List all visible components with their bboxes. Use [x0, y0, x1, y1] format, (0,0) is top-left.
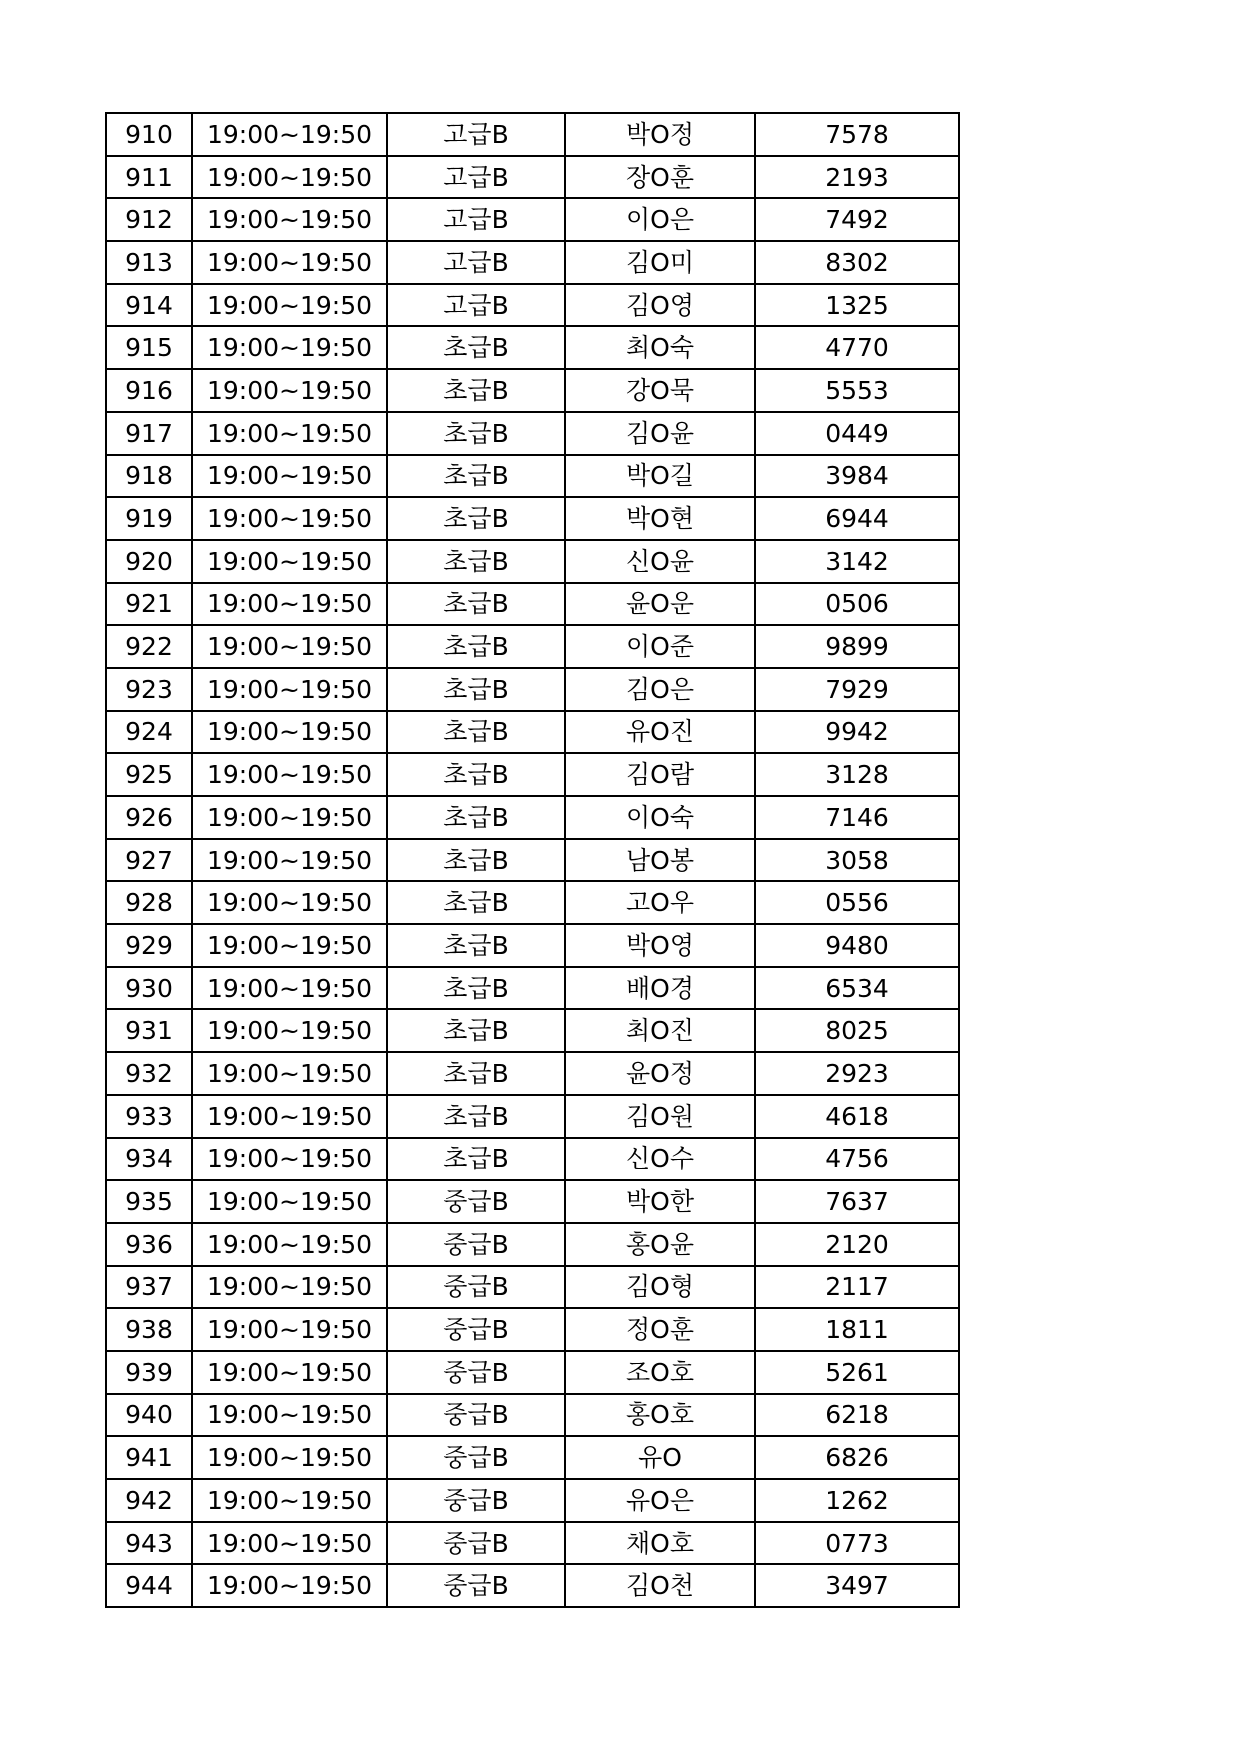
- id-code-cell: 1262: [755, 1479, 959, 1522]
- class-level-cell: 고급B: [387, 241, 565, 284]
- row-number-cell: 919: [106, 497, 192, 540]
- time-slot-cell: 19:00~19:50: [192, 1436, 387, 1479]
- id-code-cell: 4756: [755, 1138, 959, 1181]
- row-number-cell: 929: [106, 924, 192, 967]
- participant-name-cell: 정O훈: [565, 1308, 755, 1351]
- table-row: [106, 1009, 959, 1052]
- id-code-cell: 3128: [755, 753, 959, 796]
- time-slot-cell: 19:00~19:50: [192, 1351, 387, 1394]
- time-slot-cell: 19:00~19:50: [192, 967, 387, 1010]
- id-code-cell: 5553: [755, 369, 959, 412]
- participant-name-cell: 김O영: [565, 284, 755, 327]
- time-slot-cell: 19:00~19:50: [192, 668, 387, 711]
- row-number-cell: 925: [106, 753, 192, 796]
- class-level-cell: 초급B: [387, 839, 565, 882]
- participant-name-cell: 배O경: [565, 967, 755, 1010]
- row-number-cell: 940: [106, 1394, 192, 1437]
- id-code-cell: 7929: [755, 668, 959, 711]
- table-row: [106, 924, 959, 967]
- table-row: [106, 711, 959, 754]
- class-level-cell: 중급B: [387, 1436, 565, 1479]
- id-code-cell: 2923: [755, 1052, 959, 1095]
- id-code-cell: 1325: [755, 284, 959, 327]
- time-slot-cell: 19:00~19:50: [192, 1095, 387, 1138]
- time-slot-cell: 19:00~19:50: [192, 1394, 387, 1437]
- participant-name-cell: 최O진: [565, 1009, 755, 1052]
- class-level-cell: 초급B: [387, 1052, 565, 1095]
- id-code-cell: 3142: [755, 540, 959, 583]
- table-row: [106, 1522, 959, 1565]
- row-number-cell: 913: [106, 241, 192, 284]
- id-code-cell: 6218: [755, 1394, 959, 1437]
- row-number-cell: 935: [106, 1180, 192, 1223]
- table-row: [106, 156, 959, 199]
- id-code-cell: 4770: [755, 326, 959, 369]
- class-level-cell: 중급B: [387, 1394, 565, 1437]
- id-code-cell: 2117: [755, 1266, 959, 1309]
- row-number-cell: 942: [106, 1479, 192, 1522]
- class-level-cell: 초급B: [387, 497, 565, 540]
- id-code-cell: 7492: [755, 198, 959, 241]
- participant-name-cell: 최O숙: [565, 326, 755, 369]
- table-row: [106, 1479, 959, 1522]
- row-number-cell: 930: [106, 967, 192, 1010]
- class-level-cell: 고급B: [387, 284, 565, 327]
- time-slot-cell: 19:00~19:50: [192, 1223, 387, 1266]
- table-row: [106, 1564, 959, 1607]
- row-number-cell: 923: [106, 668, 192, 711]
- class-level-cell: 초급B: [387, 1095, 565, 1138]
- row-number-cell: 916: [106, 369, 192, 412]
- id-code-cell: 7637: [755, 1180, 959, 1223]
- participant-name-cell: 이O은: [565, 198, 755, 241]
- class-level-cell: 중급B: [387, 1351, 565, 1394]
- table-row: [106, 1180, 959, 1223]
- row-number-cell: 938: [106, 1308, 192, 1351]
- class-level-cell: 초급B: [387, 455, 565, 498]
- table-row: [106, 796, 959, 839]
- row-number-cell: 932: [106, 1052, 192, 1095]
- time-slot-cell: 19:00~19:50: [192, 156, 387, 199]
- row-number-cell: 922: [106, 625, 192, 668]
- id-code-cell: 0506: [755, 583, 959, 626]
- row-number-cell: 933: [106, 1095, 192, 1138]
- id-code-cell: 3497: [755, 1564, 959, 1607]
- participant-name-cell: 김O미: [565, 241, 755, 284]
- id-code-cell: 1811: [755, 1308, 959, 1351]
- class-level-cell: 고급B: [387, 198, 565, 241]
- participant-name-cell: 고O우: [565, 881, 755, 924]
- row-number-cell: 937: [106, 1266, 192, 1309]
- participant-name-cell: 김O윤: [565, 412, 755, 455]
- row-number-cell: 912: [106, 198, 192, 241]
- time-slot-cell: 19:00~19:50: [192, 369, 387, 412]
- class-level-cell: 중급B: [387, 1564, 565, 1607]
- participant-name-cell: 장O훈: [565, 156, 755, 199]
- participant-name-cell: 조O호: [565, 1351, 755, 1394]
- row-number-cell: 914: [106, 284, 192, 327]
- participant-name-cell: 윤O운: [565, 583, 755, 626]
- class-level-cell: 초급B: [387, 369, 565, 412]
- id-code-cell: 9480: [755, 924, 959, 967]
- class-level-cell: 초급B: [387, 625, 565, 668]
- class-level-cell: 초급B: [387, 753, 565, 796]
- time-slot-cell: 19:00~19:50: [192, 625, 387, 668]
- time-slot-cell: 19:00~19:50: [192, 1564, 387, 1607]
- time-slot-cell: 19:00~19:50: [192, 1052, 387, 1095]
- time-slot-cell: 19:00~19:50: [192, 455, 387, 498]
- class-level-cell: 초급B: [387, 881, 565, 924]
- row-number-cell: 926: [106, 796, 192, 839]
- class-level-cell: 초급B: [387, 540, 565, 583]
- time-slot-cell: 19:00~19:50: [192, 1180, 387, 1223]
- time-slot-cell: 19:00~19:50: [192, 412, 387, 455]
- id-code-cell: 3058: [755, 839, 959, 882]
- id-code-cell: 7146: [755, 796, 959, 839]
- id-code-cell: 7578: [755, 113, 959, 156]
- participant-name-cell: 박O정: [565, 113, 755, 156]
- participant-name-cell: 남O봉: [565, 839, 755, 882]
- class-level-cell: 초급B: [387, 711, 565, 754]
- class-level-cell: 고급B: [387, 156, 565, 199]
- time-slot-cell: 19:00~19:50: [192, 540, 387, 583]
- table-row: [106, 881, 959, 924]
- participant-name-cell: 신O윤: [565, 540, 755, 583]
- participant-name-cell: 이O준: [565, 625, 755, 668]
- table-row: [106, 1436, 959, 1479]
- class-level-cell: 초급B: [387, 668, 565, 711]
- id-code-cell: 0556: [755, 881, 959, 924]
- class-level-cell: 초급B: [387, 967, 565, 1010]
- time-slot-cell: 19:00~19:50: [192, 753, 387, 796]
- table-row: [106, 1052, 959, 1095]
- row-number-cell: 915: [106, 326, 192, 369]
- id-code-cell: 9899: [755, 625, 959, 668]
- table-row: [106, 1223, 959, 1266]
- table-row: [106, 967, 959, 1010]
- row-number-cell: 936: [106, 1223, 192, 1266]
- id-code-cell: 8302: [755, 241, 959, 284]
- time-slot-cell: 19:00~19:50: [192, 1266, 387, 1309]
- time-slot-cell: 19:00~19:50: [192, 583, 387, 626]
- table-row: [106, 369, 959, 412]
- class-level-cell: 고급B: [387, 113, 565, 156]
- table-row: [106, 412, 959, 455]
- id-code-cell: 6534: [755, 967, 959, 1010]
- row-number-cell: 910: [106, 113, 192, 156]
- table-row: [106, 1351, 959, 1394]
- participant-name-cell: 홍O윤: [565, 1223, 755, 1266]
- table-row: [106, 198, 959, 241]
- table-row: [106, 326, 959, 369]
- participant-name-cell: 박O길: [565, 455, 755, 498]
- time-slot-cell: 19:00~19:50: [192, 839, 387, 882]
- row-number-cell: 928: [106, 881, 192, 924]
- id-code-cell: 6826: [755, 1436, 959, 1479]
- class-level-cell: 중급B: [387, 1522, 565, 1565]
- table-row: [106, 668, 959, 711]
- participant-name-cell: 신O수: [565, 1138, 755, 1181]
- time-slot-cell: 19:00~19:50: [192, 113, 387, 156]
- participant-name-cell: 유O: [565, 1436, 755, 1479]
- row-number-cell: 921: [106, 583, 192, 626]
- class-level-cell: 중급B: [387, 1308, 565, 1351]
- id-code-cell: 8025: [755, 1009, 959, 1052]
- time-slot-cell: 19:00~19:50: [192, 198, 387, 241]
- row-number-cell: 939: [106, 1351, 192, 1394]
- id-code-cell: 0773: [755, 1522, 959, 1565]
- class-level-cell: 중급B: [387, 1223, 565, 1266]
- table-row: [106, 753, 959, 796]
- row-number-cell: 924: [106, 711, 192, 754]
- participant-name-cell: 유O진: [565, 711, 755, 754]
- class-level-cell: 초급B: [387, 583, 565, 626]
- participant-name-cell: 김O천: [565, 1564, 755, 1607]
- row-number-cell: 941: [106, 1436, 192, 1479]
- table-row: [106, 113, 959, 156]
- time-slot-cell: 19:00~19:50: [192, 1138, 387, 1181]
- row-number-cell: 920: [106, 540, 192, 583]
- participant-name-cell: 박O한: [565, 1180, 755, 1223]
- id-code-cell: 6944: [755, 497, 959, 540]
- id-code-cell: 5261: [755, 1351, 959, 1394]
- row-number-cell: 943: [106, 1522, 192, 1565]
- id-code-cell: 2120: [755, 1223, 959, 1266]
- row-number-cell: 934: [106, 1138, 192, 1181]
- participant-name-cell: 채O호: [565, 1522, 755, 1565]
- class-level-cell: 초급B: [387, 1009, 565, 1052]
- class-level-cell: 초급B: [387, 326, 565, 369]
- time-slot-cell: 19:00~19:50: [192, 284, 387, 327]
- participant-name-cell: 홍O호: [565, 1394, 755, 1437]
- time-slot-cell: 19:00~19:50: [192, 241, 387, 284]
- participant-name-cell: 김O원: [565, 1095, 755, 1138]
- table-row: [106, 1138, 959, 1181]
- table-row: [106, 839, 959, 882]
- id-code-cell: 4618: [755, 1095, 959, 1138]
- table-row: [106, 1394, 959, 1437]
- table-row: [106, 540, 959, 583]
- participant-name-cell: 김O은: [565, 668, 755, 711]
- roster-table-body: [106, 113, 959, 1607]
- table-row: [106, 1266, 959, 1309]
- table-row: [106, 583, 959, 626]
- time-slot-cell: 19:00~19:50: [192, 1479, 387, 1522]
- row-number-cell: 944: [106, 1564, 192, 1607]
- id-code-cell: 3984: [755, 455, 959, 498]
- row-number-cell: 931: [106, 1009, 192, 1052]
- participant-name-cell: 박O영: [565, 924, 755, 967]
- table-row: [106, 455, 959, 498]
- participant-name-cell: 김O형: [565, 1266, 755, 1309]
- class-level-cell: 초급B: [387, 412, 565, 455]
- participant-name-cell: 김O람: [565, 753, 755, 796]
- table-row: [106, 497, 959, 540]
- table-row: [106, 241, 959, 284]
- class-level-cell: 중급B: [387, 1266, 565, 1309]
- time-slot-cell: 19:00~19:50: [192, 796, 387, 839]
- row-number-cell: 911: [106, 156, 192, 199]
- table-row: [106, 284, 959, 327]
- time-slot-cell: 19:00~19:50: [192, 881, 387, 924]
- participant-name-cell: 박O현: [565, 497, 755, 540]
- id-code-cell: 9942: [755, 711, 959, 754]
- participant-name-cell: 윤O정: [565, 1052, 755, 1095]
- class-level-cell: 초급B: [387, 924, 565, 967]
- time-slot-cell: 19:00~19:50: [192, 326, 387, 369]
- time-slot-cell: 19:00~19:50: [192, 1522, 387, 1565]
- row-number-cell: 917: [106, 412, 192, 455]
- class-level-cell: 초급B: [387, 1138, 565, 1181]
- time-slot-cell: 19:00~19:50: [192, 924, 387, 967]
- row-number-cell: 927: [106, 839, 192, 882]
- class-level-cell: 중급B: [387, 1180, 565, 1223]
- participant-name-cell: 유O은: [565, 1479, 755, 1522]
- time-slot-cell: 19:00~19:50: [192, 711, 387, 754]
- participant-name-cell: 강O묵: [565, 369, 755, 412]
- roster-table: [105, 112, 960, 1608]
- id-code-cell: 2193: [755, 156, 959, 199]
- table-row: [106, 1308, 959, 1351]
- table-row: [106, 625, 959, 668]
- id-code-cell: 0449: [755, 412, 959, 455]
- class-level-cell: 초급B: [387, 796, 565, 839]
- time-slot-cell: 19:00~19:50: [192, 1009, 387, 1052]
- table-row: [106, 1095, 959, 1138]
- time-slot-cell: 19:00~19:50: [192, 497, 387, 540]
- row-number-cell: 918: [106, 455, 192, 498]
- time-slot-cell: 19:00~19:50: [192, 1308, 387, 1351]
- class-level-cell: 중급B: [387, 1479, 565, 1522]
- participant-name-cell: 이O숙: [565, 796, 755, 839]
